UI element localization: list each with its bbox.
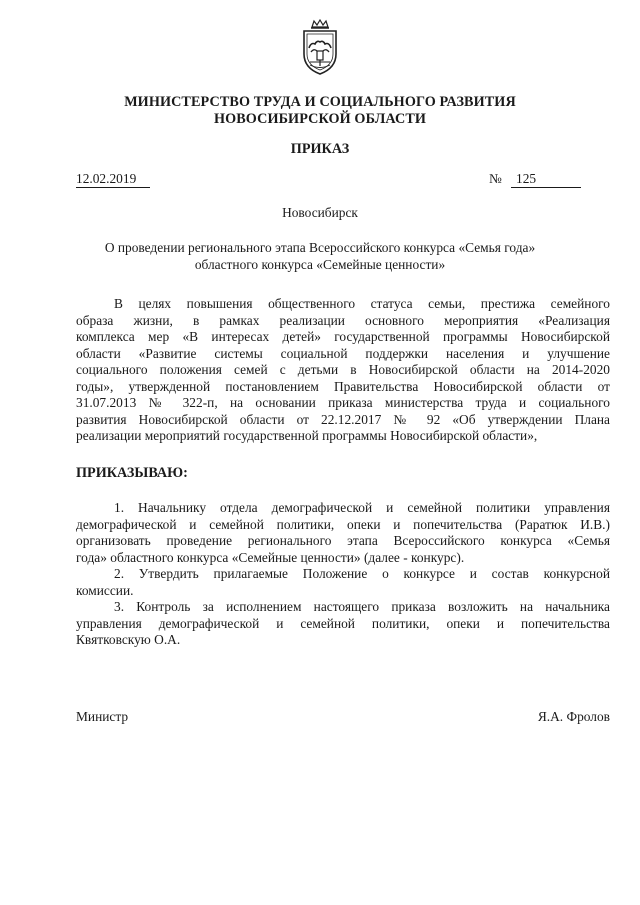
text-line: комплекса мер «В интересах детей» государственной программы Новосибирской <box>76 329 610 344</box>
subject-line: областного конкурса «Семейные ценности» <box>194 256 446 272</box>
document-number: 125 <box>511 171 581 188</box>
ministry-title-line1: МИНИСТЕРСТВО ТРУДА И СОЦИАЛЬНОГО РАЗВИТИЯ <box>124 94 516 110</box>
document-date: 12.02.2019 <box>76 171 150 188</box>
ministry-title-line2: НОВОСИБИРСКОЙ ОБЛАСТИ <box>213 111 427 127</box>
item-3-line: управления демографической и семейной политики, опеки и попечительства <box>76 615 610 631</box>
signatory-name: Я.А. Фролов <box>537 709 610 724</box>
item-1-line: организовать проведение регионального этапа Всероссийского конкурса «Семья <box>76 533 610 548</box>
document-city: Новосибирск <box>282 205 358 220</box>
text-line: образа жизни, в рамках реализации основного мероприятия «Реализация <box>76 312 610 328</box>
item-1-line: 1. Начальнику отдела демографической и семейной политики управления <box>114 500 610 515</box>
text-line: годы», утвержденной постановлением Правительства Новосибирской области от <box>76 378 610 394</box>
order-items <box>76 500 610 649</box>
number-label: № <box>489 171 502 186</box>
item-3-line: Квятковскую О.А. <box>76 632 181 647</box>
text-line: реализации мероприятий государственной программы Новосибирской области», <box>76 428 538 443</box>
text-line: социального положения семей с детьми в Новосибирской области на 2014-2020 <box>76 362 610 377</box>
document-type: ПРИКАЗ <box>290 141 350 157</box>
item-2-line: 2. Утвердить прилагаемые Положение о конкурсе и состав конкурсной <box>114 566 610 581</box>
text-line: В целях повышения общественного статуса семьи, престижа семейного <box>114 296 610 311</box>
item-1-line: демографической и семейной политики, опеки и попечительства (Раратюк И.В.) <box>76 516 610 532</box>
item-3-line: 3. Контроль за исполнением настоящего приказа возложить на начальника <box>114 599 610 614</box>
coat-of-arms-icon <box>298 18 342 78</box>
text-line: 31.07.2013 № 322-п, на основании приказа министерства труда и социального <box>76 395 610 410</box>
item-2-line: комиссии. <box>76 582 134 598</box>
document-subject <box>60 240 580 273</box>
text-line: области «Развитие системы социальной поддержки населения и улучшение <box>76 345 610 361</box>
text-line: развития Новосибирской области от 22.12.2017 № 92 «Об утверждении Плана <box>76 411 610 427</box>
order-heading: ПРИКАЗЫВАЮ: <box>76 465 188 481</box>
item-1-line: года» областного конкурса «Семейные ценности» (далее - конкурс). <box>76 549 465 565</box>
preamble-paragraph <box>76 296 610 445</box>
subject-line: О проведении регионального этапа Всероссийского конкурса «Семья года» <box>104 240 536 255</box>
ministry-title <box>60 94 580 128</box>
signatory-role: Министр <box>76 709 129 724</box>
